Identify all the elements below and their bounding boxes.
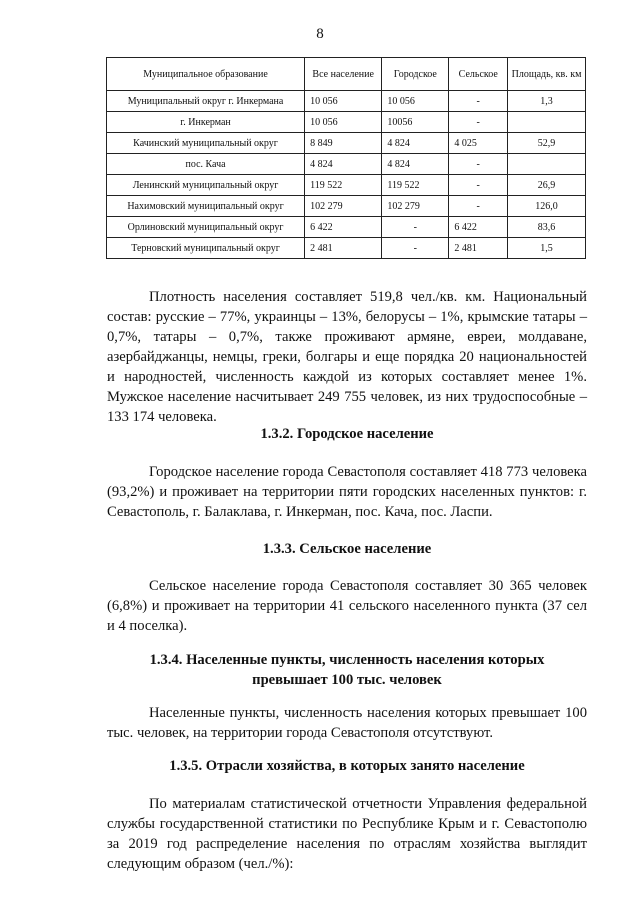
table-cell: 6 422 xyxy=(305,217,382,238)
table-cell: 10 056 xyxy=(305,91,382,112)
table-cell: 4 824 xyxy=(382,133,449,154)
header-rural: Сельское xyxy=(449,58,508,91)
table-cell: пос. Кача xyxy=(107,154,305,175)
population-table xyxy=(106,57,586,259)
page-number: 8 xyxy=(316,26,324,42)
table-cell: Терновский муниципальный округ xyxy=(107,238,305,259)
table-cell: 1,3 xyxy=(508,91,586,112)
table-row xyxy=(107,196,586,217)
large-settlements-paragraph: Населенные пункты, численность населения которых превышает 100 тыс. человек, на территории города Севастополя отсутствуют. xyxy=(107,705,587,741)
table-row xyxy=(107,112,586,133)
urban-paragraph: Городское население города Севастополя составляет 418 773 человека (93,2%) и проживает на территории пяти городских населенных пунктов: г. Севастополь, г. Балаклава, г. Инкерман, пос. Кача, пос. Ласпи. xyxy=(107,464,587,520)
table-cell: 52,9 xyxy=(508,133,586,154)
table-cell: 102 279 xyxy=(305,196,382,217)
table-row xyxy=(107,133,586,154)
heading-large-settlements-line1: 1.3.4. Населенные пункты, численность населения которых xyxy=(149,652,545,668)
table-cell: - xyxy=(449,196,508,217)
table-cell xyxy=(508,112,586,133)
table-cell: 119 522 xyxy=(305,175,382,196)
table-cell: - xyxy=(382,217,449,238)
table-cell: - xyxy=(382,238,449,259)
table-cell: Ленинский муниципальный округ xyxy=(107,175,305,196)
table-cell: - xyxy=(449,112,508,133)
table-cell: 10 056 xyxy=(305,112,382,133)
table-cell: 8 849 xyxy=(305,133,382,154)
table-cell: 83,6 xyxy=(508,217,586,238)
table-cell: - xyxy=(449,175,508,196)
table-cell xyxy=(508,154,586,175)
table-row xyxy=(107,217,586,238)
table-header-row xyxy=(107,58,586,91)
table-cell: 6 422 xyxy=(449,217,508,238)
table-cell: Нахимовский муниципальный округ xyxy=(107,196,305,217)
table-cell: Качинский муниципальный округ xyxy=(107,133,305,154)
density-paragraph: Плотность населения составляет 519,8 чел./кв. км. Национальный состав: русские – 77%, украинцы – 13%, белорусы – 1%, крымские татары – 0,7%, татары – 0,7%, также проживают армяне, евреи, молдаване, азербайджанцы, немцы, греки, болгары и еще порядка 20 национальностей и народностей, численность каждой из которых составляет менее 1%. Мужское население насчитывает 249 755 человек, из них трудоспособные – 133 174 человека. xyxy=(107,289,587,425)
rural-paragraph: Сельское население города Севастополя составляет 30 365 человек (6,8%) и проживает на территории 41 сельского населенного пункта (37 сел и 4 поселка). xyxy=(107,578,587,634)
table-cell: Муниципальный округ г. Инкермана xyxy=(107,91,305,112)
table-cell: - xyxy=(449,154,508,175)
table-row xyxy=(107,154,586,175)
header-urban: Городское xyxy=(382,58,449,91)
heading-large-settlements-line2: превышает 100 тыс. человек xyxy=(252,672,442,688)
table-cell: 126,0 xyxy=(508,196,586,217)
table-cell: 10056 xyxy=(382,112,449,133)
header-area: Площадь, кв. км xyxy=(508,58,586,91)
heading-rural-population: 1.3.3. Сельское население xyxy=(262,541,432,557)
table-cell: 4 824 xyxy=(305,154,382,175)
heading-urban-population: 1.3.2. Городское население xyxy=(260,426,434,442)
table-row xyxy=(107,238,586,259)
table-cell: г. Инкерман xyxy=(107,112,305,133)
table-cell: 2 481 xyxy=(449,238,508,259)
table-cell: 4 824 xyxy=(382,154,449,175)
header-total: Все население xyxy=(305,58,382,91)
table-row xyxy=(107,175,586,196)
table-cell: 2 481 xyxy=(305,238,382,259)
table-cell: 1,5 xyxy=(508,238,586,259)
sectors-paragraph: По материалам статистической отчетности Управления федеральной службы государственной статистики по Республике Крым и г. Севастополю за 2019 год распределение населения по отраслям хозяйства выглядит следующим образом (чел./%): xyxy=(107,796,587,872)
table-cell: 102 279 xyxy=(382,196,449,217)
table-cell: 119 522 xyxy=(382,175,449,196)
table-cell: 26,9 xyxy=(508,175,586,196)
table-cell: Орлиновский муниципальный округ xyxy=(107,217,305,238)
table-cell: 4 025 xyxy=(449,133,508,154)
heading-large-settlements xyxy=(107,650,587,690)
heading-economic-sectors: 1.3.5. Отрасли хозяйства, в которых занято население xyxy=(169,758,525,774)
header-municipality: Муниципальное образование xyxy=(107,58,305,91)
table-row xyxy=(107,91,586,112)
table-cell: - xyxy=(449,91,508,112)
table-cell: 10 056 xyxy=(382,91,449,112)
